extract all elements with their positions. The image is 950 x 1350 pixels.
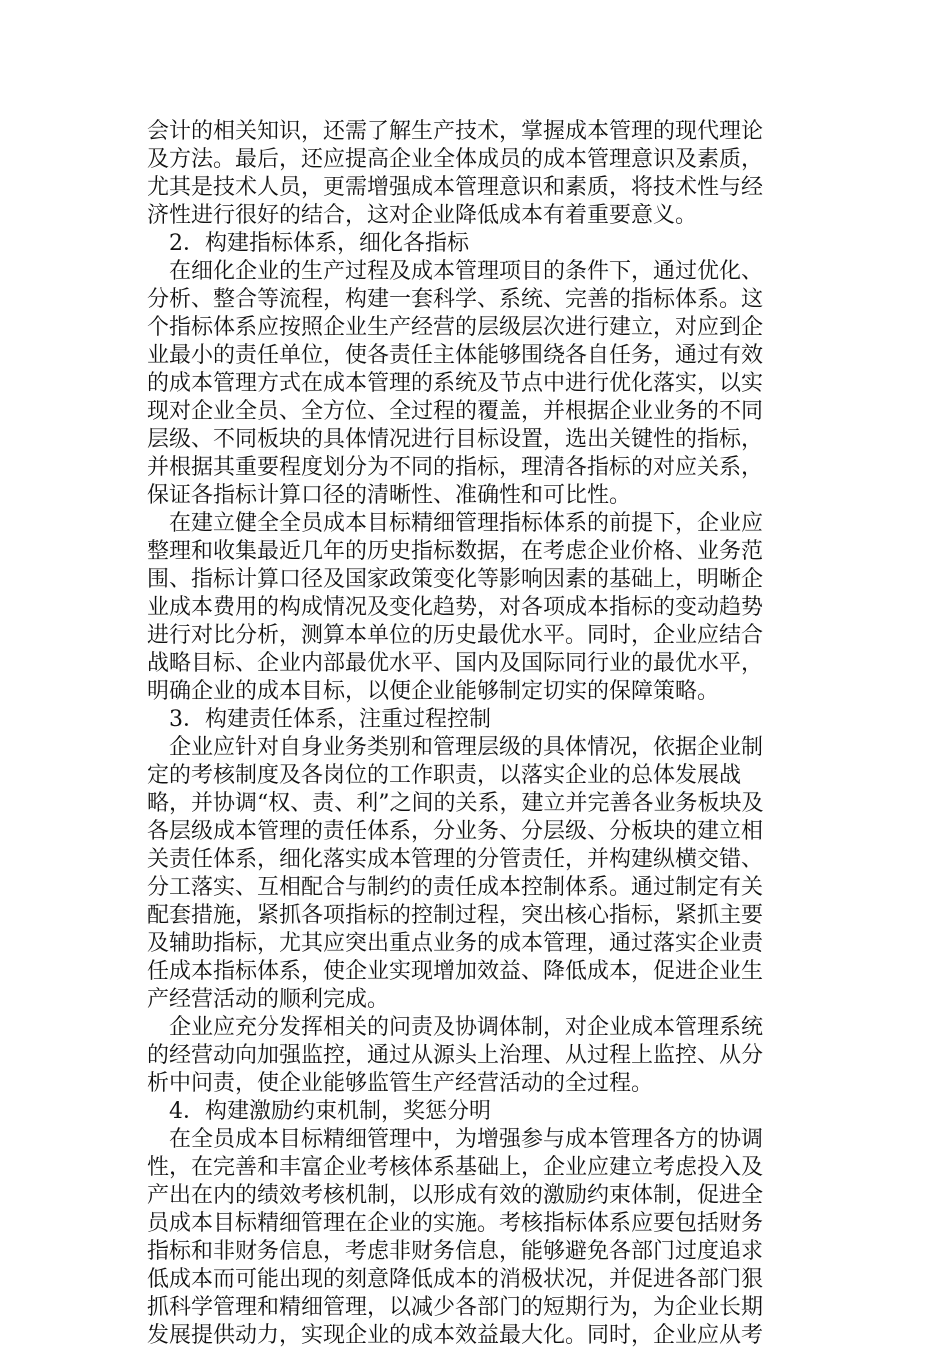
paragraph: 企业应针对自身业务类别和管理层级的具体情况，依据企业制定的考核制度及各岗位的工作职责，以落实企业的总体发展战略，并协调“权、责、利”之间的关系，建立并完善各业务板块及各层级成本管理的责任体系，分业务、分层级、分板块的建立相关责任体系，细化落实成本管理的分管责任，并构建纵横交错、分工落实、互相配合与制约的责任成本控制体系。通过制定有关配套措施，紧抓各项指标的控制过程，突出核心指标，紧抓主要及辅助指标，尤其应突出重点业务的成本管理，通过落实企业责任成本指标体系，使企业实现增加效益、降低成本，促进企业生产经营活动的顺利完成。 bbox=[147, 735, 764, 1012]
paragraph-continued: 会计的相关知识，还需了解生产技术，掌握成本管理的现代理论及方法。最后，还应提高企业全体成员的成本管理意识及素质，尤其是技术人员，更需增强成本管理意识和素质，将技术性与经济性进行很好的结合，这对企业降低成本有着重要意义。 bbox=[147, 119, 764, 228]
document-body bbox=[147, 118, 783, 1350]
paragraph: 在全员成本目标精细管理中，为增强参与成本管理各方的协调性，在完善和丰富企业考核体系基础上，企业应建立考虑投入及产出在内的绩效考核机制，以形成有效的激励约束体制，促进全员成本目标精细管理在企业的实施。考核指标体系应要包括财务指标和非财务信息，考虑非财务信息，能够避免各部门过度追求低成本而可能出现的刻意降低成本的消极状况，并促进各部门狠抓科学管理和精细管理，以减少各部门的短期行为，为企业长期发展提供动力，实现企业的成本效益最大化。同时，企业应从考 bbox=[147, 1127, 764, 1348]
section-heading-3: 3．构建责任体系，注重过程控制 bbox=[169, 707, 491, 732]
paragraph: 在建立健全全员成本目标精细管理指标体系的前提下，企业应整理和收集最近几年的历史指标数据，在考虑企业价格、业务范围、指标计算口径及国家政策变化等影响因素的基础上，明晰企业成本费用的构成情况及变化趋势，对各项成本指标的变动趋势进行对比分析，测算本单位的历史最优水平。同时，企业应结合战略目标、企业内部最优水平、国内及国际同行业的最优水平，明确企业的成本目标，以便企业能够制定切实的保障策略。 bbox=[147, 511, 764, 704]
paragraph: 在细化企业的生产过程及成本管理项目的条件下，通过优化、分析、整合等流程，构建一套科学、系统、完善的指标体系。这个指标体系应按照企业生产经营的层级层次进行建立，对应到企业最小的责任单位，使各责任主体能够围绕各自任务，通过有效的成本管理方式在成本管理的系统及节点中进行优化落实，以实现对企业全员、全方位、全过程的覆盖，并根据企业业务的不同层级、不同板块的具体情况进行目标设置，选出关键性的指标，并根据其重要程度划分为不同的指标，理清各指标的对应关系，保证各指标计算口径的清晰性、准确性和可比性。 bbox=[147, 259, 764, 508]
section-heading-2: 2．构建指标体系，细化各指标 bbox=[169, 231, 469, 256]
section-heading-4: 4．构建激励约束机制，奖惩分明 bbox=[169, 1099, 491, 1124]
paragraph: 企业应充分发挥相关的问责及协调体制，对企业成本管理系统的经营动向加强监控，通过从源头上治理、从过程上监控、从分析中问责，使企业能够监管生产经营活动的全过程。 bbox=[147, 1015, 764, 1096]
